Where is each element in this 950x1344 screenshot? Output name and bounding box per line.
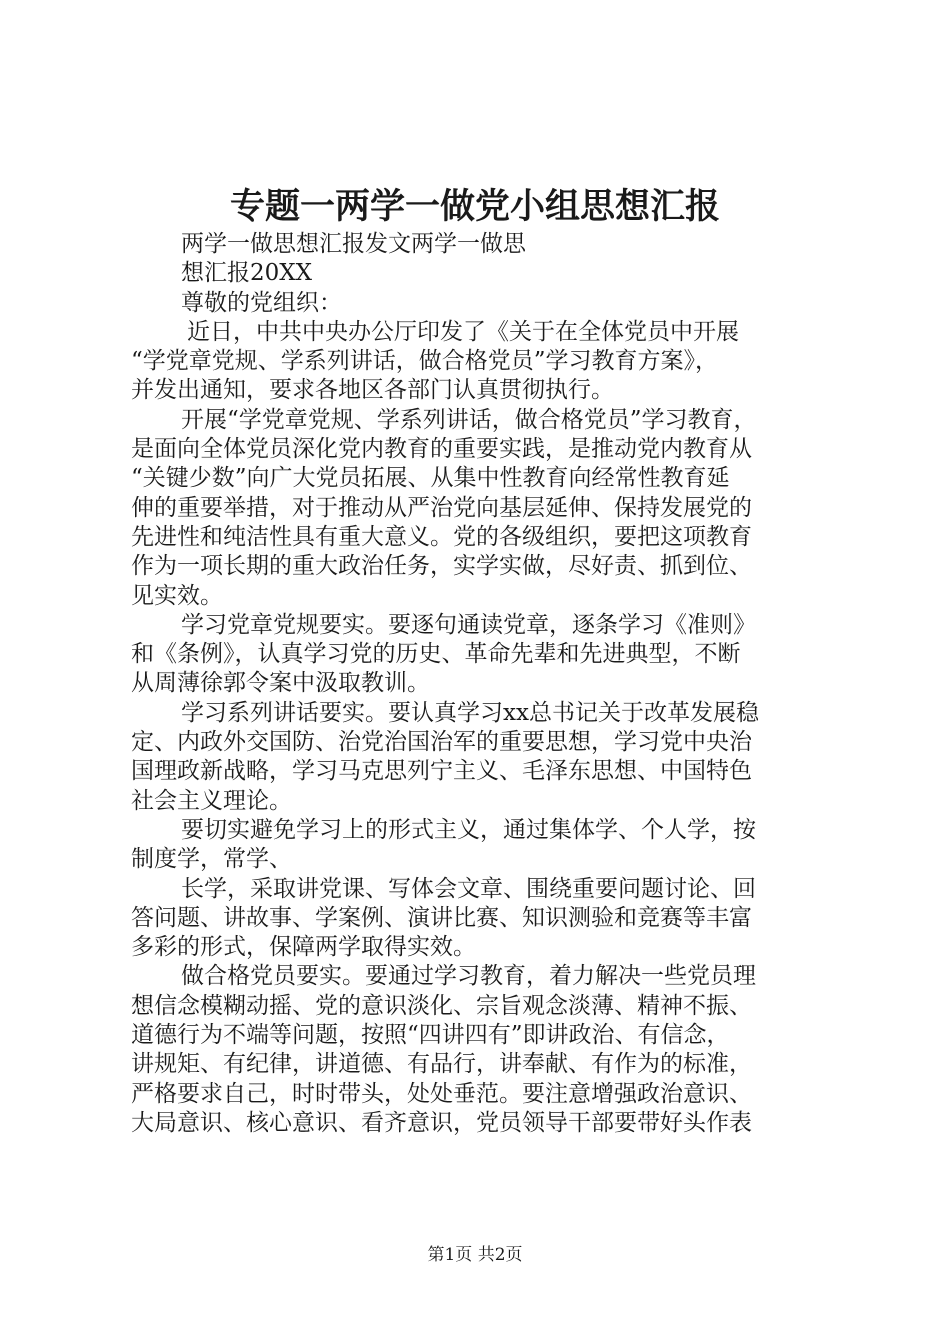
text-line: 制度学，常学、: [131, 846, 292, 873]
text-line: 想汇报20XX: [181, 260, 313, 287]
text-line: 做合格党员要实。要通过学习教育，着力解决一些党员理: [181, 963, 756, 990]
text-line: 尊敬的党组织：: [181, 289, 342, 316]
text-line: 严格要求自己，时时带头，处处垂范。要注意增强政治意识、: [131, 1080, 752, 1107]
text-line: 社会主义理论。: [131, 787, 292, 814]
text-line: 想信念模糊动摇、党的意识淡化、宗旨观念淡薄、精神不振、: [131, 992, 752, 1019]
text-line: 学习党章党规要实。要逐句通读党章，逐条学习《准则》: [181, 611, 756, 638]
text-line: 长学，采取讲党课、写体会文章、围绕重要问题讨论、回: [181, 875, 756, 902]
text-line: 学习系列讲话要实。要认真学习xx总书记关于改革发展稳: [181, 699, 759, 726]
text-line: 和《条例》，认真学习党的历史、革命先辈和先进典型，不断: [131, 641, 741, 668]
text-line: 多彩的形式，保障两学取得实效。: [131, 934, 476, 961]
text-line: 伸的重要举措，对于推动从严治党向基层延伸、保持发展党的: [131, 494, 752, 521]
document-body: [131, 230, 831, 1138]
text-line: 要切实避免学习上的形式主义，通过集体学、个人学，按: [181, 816, 756, 843]
page-title: 专题一两学一做党小组思想汇报: [229, 186, 720, 227]
text-line: 道德行为不端等问题，按照“四讲四有”即讲政治、有信念，: [131, 1022, 730, 1049]
text-line: 答问题、讲故事、学案例、演讲比赛、知识测验和竞赛等丰富: [131, 904, 752, 931]
text-line: 开展“学党章党规、学系列讲话，做合格党员”学习教育，: [181, 406, 757, 433]
page-footer: 第1页 共2页: [427, 1245, 523, 1265]
text-line: 国理政新战略，学习马克思列宁主义、毛泽东思想、中国特色: [131, 758, 752, 785]
text-line: 作为一项长期的重大政治任务，实学实做，尽好责、抓到位、: [131, 553, 752, 580]
text-line: 近日，中共中央办公厅印发了《关于在全体党员中开展: [187, 318, 739, 345]
text-line: 并发出通知，要求各地区各部门认真贯彻执行。: [131, 377, 614, 404]
text-line: 定、内政外交国防、治党治国治军的重要思想，学习党中央治: [131, 729, 752, 756]
text-line: 先进性和纯洁性具有重大意义。党的各级组织，要把这项教育: [131, 523, 752, 550]
text-line: 两学一做思想汇报发文两学一做思: [181, 231, 526, 257]
text-line: 讲规矩、有纪律，讲道德、有品行，讲奉献、有作为的标准，: [131, 1051, 752, 1078]
text-line: 从周薄徐郭令案中汲取教训。: [131, 670, 430, 697]
text-line: 大局意识、核心意识、看齐意识，党员领导干部要带好头作表: [131, 1109, 752, 1136]
text-line: 见实效。: [131, 582, 223, 609]
text-line: “关键少数”向广大党员拓展、从集中性教育向经常性教育延: [131, 465, 730, 492]
text-line: “学党章党规、学系列讲话，做合格党员”学习教育方案》，: [131, 348, 719, 375]
text-line: 是面向全体党员深化党内教育的重要实践，是推动党内教育从: [131, 436, 752, 463]
